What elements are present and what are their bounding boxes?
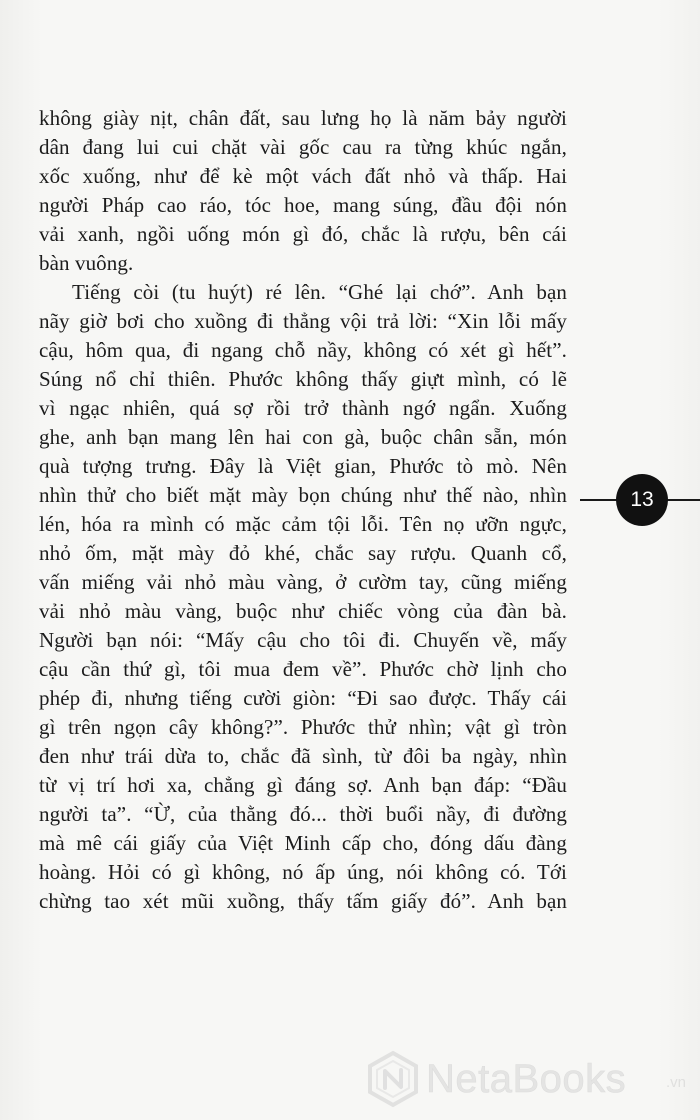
text-line: ghe, anh bạn mang lên hai con gà, buộc chân sẵn, món [39,425,567,449]
text-line: mà mê cái giấy của Việt Minh cấp cho, đóng dấu đàng [39,831,567,855]
text-line: vấn miếng vải nhỏ màu vàng, ở cườm tay, cũng miếng [39,570,567,594]
page-number: 13 [616,474,668,526]
text-line: từ vị trí hơi xa, chẳng gì đáng sợ. Anh bạn đáp: “Đầu [39,773,567,797]
text-line: nãy giờ bơi cho xuồng đi thẳng vội trả lời: “Xin lỗi mấy [39,309,567,333]
netabooks-logo-icon [366,1050,420,1108]
watermark [366,1050,696,1110]
text-line: nhỏ ốm, mặt mày đỏ khé, chắc say rượu. Quanh cổ, [39,541,567,565]
text-line: vải xanh, ngồi uống món gì đó, chắc là rượu, bên cái [39,222,567,246]
text-line: dân đang lui cui chặt vài gốc cau ra từng khúc ngắn, [39,135,567,159]
text-line: phép đi, nhưng tiếng cười giòn: “Đi sao được. Thấy cái [39,686,567,710]
watermark-brand: NetaBooks [426,1057,627,1101]
text-line: nhìn thử cho biết mặt mày bọn chúng như thế nào, nhìn [39,483,567,507]
text-line: gì trên ngọn cây không?”. Phước thử nhìn; vật gì tròn [39,715,567,739]
text-line: bàn vuông. [39,251,134,275]
text-line: người ta”. “Ừ, của thằng đó... thời buổi nầy, đi đường [39,802,567,826]
text-line: hoàng. Hỏi có gì không, nó ấp úng, nói không có. Tới [39,860,567,884]
text-line: cậu, hôm qua, đi ngang chỗ nầy, không có xét gì hết”. [39,338,567,362]
text-line: cậu cần thứ gì, tôi mua đem về”. Phước chờ lịnh cho [39,657,567,681]
text-line: Súng nổ chỉ thiên. Phước không thấy giựt mình, có lẽ [39,367,567,391]
text-line: quà tượng trưng. Đây là Việt gian, Phước tò mò. Nên [39,454,567,478]
body-text [39,104,567,916]
text-line: người Pháp cao ráo, tóc hoe, mang súng, đầu đội nón [39,193,567,217]
text-line: lén, hóa ra mình có mặc cảm tội lỗi. Tên nọ ưỡn ngực, [39,512,567,536]
text-line: Tiếng còi (tu huýt) ré lên. “Ghé lại chớ”. Anh bạn [72,280,567,304]
text-line: xốc xuống, như để kè một vách đất nhỏ và thấp. Hai [39,164,567,188]
text-line: vì ngạc nhiên, quá sợ rồi trở thành ngớ ngẩn. Xuống [39,396,567,420]
text-line: không giày nịt, chân đất, sau lưng họ là năm bảy người [39,106,567,130]
page-number-marker [580,474,700,526]
text-line: vải nhỏ màu vàng, buộc như chiếc vòng của đàn bà. [39,599,567,623]
watermark-tld: .vn [666,1074,687,1091]
text-line: chừng tao xét mũi xuồng, thấy tấm giấy đó”. Anh bạn [39,889,567,913]
text-line: Người bạn nói: “Mấy cậu cho tôi đi. Chuyến về, mấy [39,628,567,652]
text-line: đen như trái dừa to, chắc đã sình, từ đôi ba ngày, nhìn [39,744,567,768]
